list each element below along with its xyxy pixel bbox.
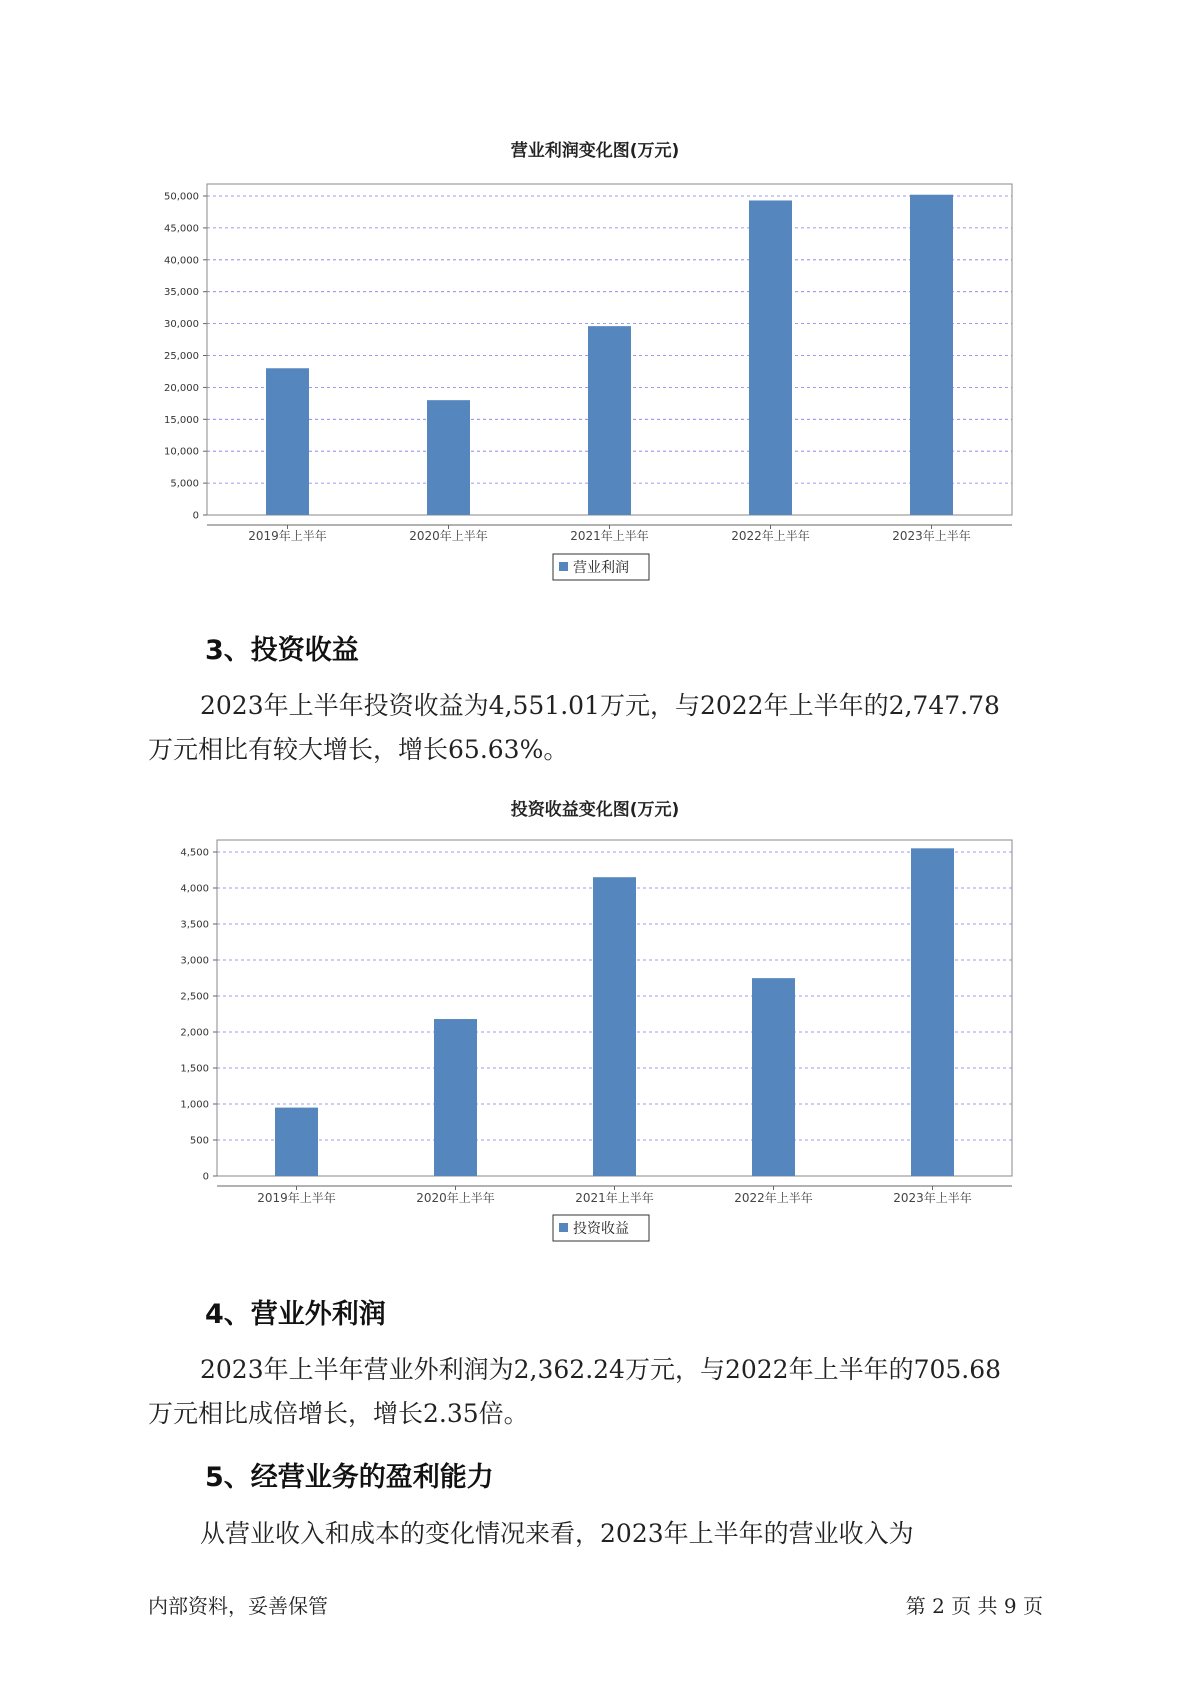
y-tick-label: 2,500 [180, 991, 209, 1003]
y-tick-label: 10,000 [164, 446, 199, 458]
x-tick-label: 2020年上半年 [409, 529, 488, 543]
y-tick-label: 50,000 [164, 191, 199, 203]
y-tick-label: 35,000 [164, 287, 199, 299]
footer-confidential-note: 内部资料，妥善保管 [148, 1594, 328, 1618]
bar [593, 877, 636, 1176]
paragraph-line: 万元相比成倍增长，增长2.35倍。 [148, 1399, 529, 1428]
y-tick-label: 4,500 [180, 847, 209, 859]
y-tick-label: 40,000 [164, 255, 199, 267]
y-tick-label: 1,500 [180, 1063, 209, 1075]
x-tick-label: 2021年上半年 [575, 1191, 654, 1205]
nonoperating-profit-paragraph [148, 1348, 1048, 1436]
y-tick-label: 20,000 [164, 382, 199, 394]
y-tick-label: 45,000 [164, 223, 199, 235]
y-tick-label: 500 [189, 1135, 209, 1147]
x-tick-label: 2022年上半年 [731, 529, 810, 543]
chart-title: 营业利润变化图(万元) [510, 141, 680, 161]
section-heading-nonoperating-profit: 4、营业外利润 [205, 1299, 386, 1330]
y-tick-label: 5,000 [170, 478, 199, 490]
bar [275, 1108, 318, 1176]
y-tick-label: 1,000 [180, 1099, 209, 1111]
paragraph-line: 从营业收入和成本的变化情况来看，2023年上半年的营业收入为 [200, 1519, 914, 1548]
paragraph-line: 2023年上半年营业外利润为2,362.24万元，与2022年上半年的705.68 [200, 1355, 1002, 1384]
y-tick-label: 30,000 [164, 319, 199, 331]
y-tick-label: 3,000 [180, 955, 209, 967]
y-tick-label: 3,500 [180, 919, 209, 931]
bar [434, 1019, 477, 1176]
bar [752, 978, 795, 1176]
x-tick-label: 2022年上半年 [734, 1191, 813, 1205]
x-tick-label: 2021年上半年 [570, 529, 649, 543]
paragraph-line: 万元相比有较大增长，增长65.63%。 [148, 735, 569, 764]
bar [911, 848, 954, 1176]
y-tick-label: 0 [202, 1171, 209, 1183]
x-tick-label: 2019年上半年 [248, 529, 327, 543]
y-tick-label: 25,000 [164, 351, 199, 362]
section-heading-profitability: 5、经营业务的盈利能力 [205, 1462, 494, 1493]
legend-label: 投资收益 [573, 1221, 629, 1237]
paragraph-line: 2023年上半年投资收益为4,551.01万元，与2022年上半年的2,747.78 [200, 691, 1000, 720]
x-tick-label: 2019年上半年 [257, 1191, 336, 1205]
chart-title: 投资收益变化图(万元) [510, 800, 680, 820]
x-tick-label: 2023年上半年 [893, 1191, 972, 1205]
y-tick-label: 4,000 [180, 883, 209, 895]
x-tick-label: 2023年上半年 [892, 529, 971, 543]
y-tick-label: 15,000 [164, 414, 199, 426]
section-heading-investment-income: 3、投资收益 [205, 635, 359, 666]
y-tick-label: 0 [192, 510, 199, 522]
y-tick-label: 2,000 [180, 1027, 209, 1039]
x-tick-label: 2020年上半年 [416, 1191, 495, 1205]
legend-swatch [559, 1223, 568, 1232]
footer-page-number: 第 2 页 共 9 页 [905, 1594, 1043, 1618]
profitability-paragraph [148, 1512, 1048, 1556]
legend-label: 营业利润 [573, 560, 629, 576]
